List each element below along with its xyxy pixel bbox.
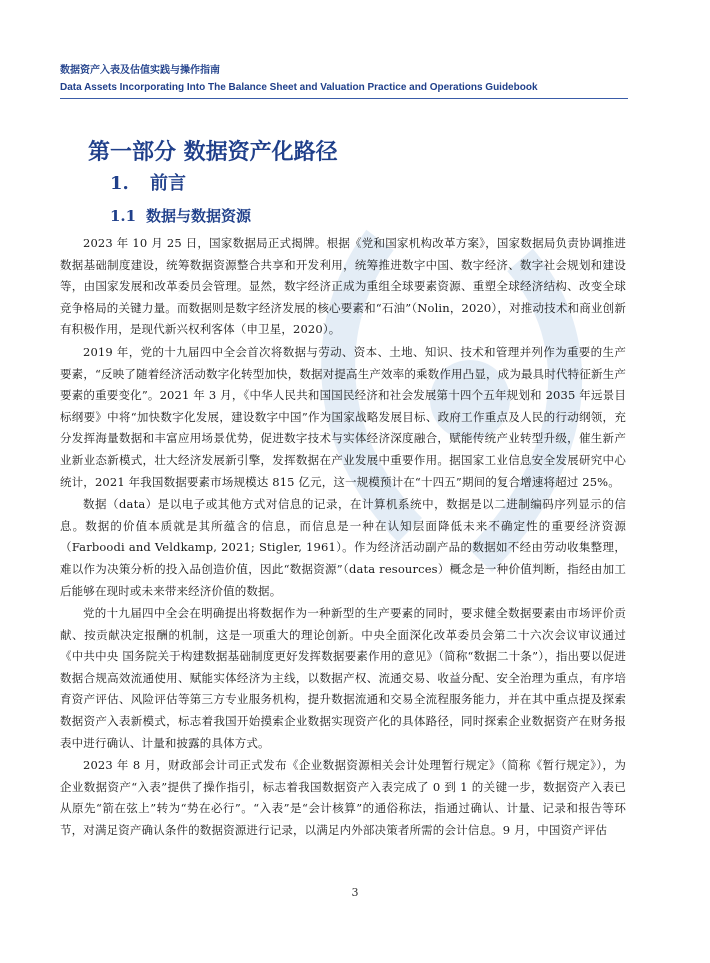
subsection-heading [110,205,251,227]
page-number: 3 [351,886,359,899]
section-title: 前言 [150,173,186,194]
subsection-number: 1.1 [110,207,137,225]
paragraph: 数据（data）是以电子或其他方式对信息的记录，在计算机系统中，数据是以二进制编码序列显示的信息。数据的价值本质就是其所蕴含的信息，而信息是一种在认知层面降低未来不确定性的重要经济资源（Farboodi and Veldkamp, 2021; Stigler, 1961）。作为经济活动副产品的数据如不经由劳动收集整理，难以作为决策分析的投入品创造价值，因此“数据资源”（data resources）概念是一种价值判断，指经由加工后能够在现时或未来带来经济价值的数据。 [60,497,626,598]
section-number: 1. [110,173,129,194]
section-heading [110,172,186,196]
paragraph: 党的十九届四中全会在明确提出将数据作为一种新型的生产要素的同时，要求健全数据要素由市场评价贡献、按贡献决定报酬的机制，这是一项重大的理论创新。中央全面深化改革委员会第二十六次会议审议通过《中共中央 国务院关于构建数据基础制度更好发挥数据要素作用的意见》（简称“数据二十条”），指出要以促进数据合规高效流通使用、赋能实体经济为主线，以数据产权、流通交易、收益分配、安全治理为重点，有序培育资产评估、风险评估等第三方专业服务机构，提升数据流通和交易全流程服务能力，并在其中重点提及探索数据资产入表新模式，标志着我国开始摸索企业数据实现资产化的具体路径，同时探索企业数据资产在财务报表中进行确认、计量和披露的具体方式。 [60,606,626,750]
paragraph: 2019 年，党的十九届四中全会首次将数据与劳动、资本、土地、知识、技术和管理并列作为重要的生产要素，“反映了随着经济活动数字化转型加快，数据对提高生产效率的乘数作用凸显，成为最具时代特征新生产要素的重要变化”。2021 年 3 月，《中华人民共和国国民经济和社会发展第十四个五年规划和 2035 年远景目标纲要》中将“加快数字化发展，建设数字中国”作为国家战略发展目标、政府工作重点及人民的行动纲领，充分发挥海量数据和丰富应用场景优势，促进数字技术与实体经济深度融合，赋能传统产业转型升级，催生新产业新业态新模式，壮大经济发展新引擎，发挥数据在产业发展中重要作用。据国家工业信息安全发展研究中心统计，2021 年我国数据要素市场规模达 815 亿元，这一规模预计在“十四五”期间的复合增速将超过 25%。 [60,344,626,489]
paragraph: 2023 年 8 月，财政部会计司正式发布《企业数据资源相关会计处理暂行规定》（简称《暂行规定》），为企业数据资产“入表”提供了操作指引，标志着我国数据资产入表完成了 0 到 1 的关键一步，数据资产入表已从原先“箭在弦上”转为“势在必行”。“入表”是“会计核算”的通俗称法，指通过确认、计量、记录和报告等环节，对满足资产确认条件的数据资源进行记录，以满足内外部决策者所需的会计信息。9 月，中国资产评估 [60,758,626,838]
header-title-en: Data Assets Incorporating Into The Balance Sheet and Valuation Practice and Operations Guidebook [60,81,628,99]
subsection-title: 数据与数据资源 [146,207,252,225]
body-text [60,233,626,843]
running-header [60,64,628,99]
part-title: 第一部分 数据资产化路径 [88,139,338,165]
paragraph: 2023 年 10 月 25 日，国家数据局正式揭牌。根据《党和国家机构改革方案》，国家数据局负责协调推进数据基础制度建设，统筹数据资源整合共享和开发利用，统筹推进数字中国、数字经济、数字社会规划和建设等，由国家发展和改革委员会管理。显然，数字经济正成为重组全球要素资源、重塑全球经济结构、改变全球竞争格局的关键力量。而数据则是数字经济发展的核心要素和“石油”（Nolin，2020），对推动技术和商业创新有积极作用，是现代新兴权利客体（申卫星，2020）。 [60,236,626,337]
header-title-cn: 数据资产入表及估值实践与操作指南 [60,65,220,76]
